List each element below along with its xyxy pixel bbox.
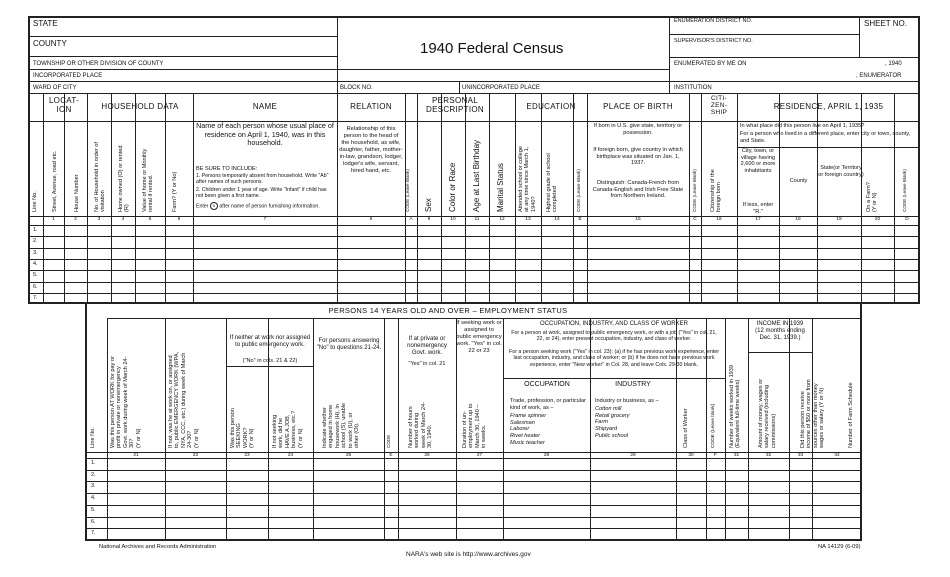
column-number: 18 (795, 217, 801, 222)
birth-header: PLACE OF BIRTH (603, 102, 673, 111)
house-number-label: House Number (74, 174, 80, 212)
table-row-rule (28, 259, 920, 260)
column-rule (165, 93, 166, 304)
neither-sub: ("No" in cols. 21 & 22) (242, 358, 298, 364)
on-farm-label: On a Farm? (Y or N) (866, 182, 879, 212)
occupation-example: Frame spinner (510, 413, 547, 419)
column-number: 34 (834, 453, 840, 458)
occupation-example: Music teacher (510, 439, 545, 446)
supervisor-district-label: SUPERVISOR'S DISTRICT NO. (674, 38, 753, 44)
table-row-rule (28, 282, 920, 283)
industry-example: Cotton mill (595, 406, 622, 412)
column-number: 6 (177, 217, 181, 222)
name-header: NAME (252, 102, 278, 111)
industry-example: Public school (595, 432, 628, 439)
county-label: COUNTY (33, 39, 67, 48)
column-rule (701, 93, 702, 304)
personal-header: PERSONAL DESCRIPTION (426, 96, 484, 114)
class-worker-label: Class of Worker (683, 408, 689, 448)
row-label: 2. (91, 471, 96, 478)
row-label: 7. (33, 294, 38, 301)
table-row-rule (85, 470, 862, 471)
column-number: 27 (476, 453, 483, 458)
column-number: F (714, 453, 717, 458)
name-instr-2: 2. Children under 1 year of age. Write "Infant" if child has not been given a first name. (196, 187, 327, 200)
private-header: If at private or nonemergency Govt. work. (407, 336, 447, 357)
table-row-rule (85, 505, 862, 506)
column-rule (489, 93, 490, 304)
occupation-example: Rivet heater (510, 433, 541, 440)
column-number: 8 (369, 217, 373, 222)
table-row-rule (28, 236, 920, 237)
city-question-2: If less, enter "R." (742, 202, 774, 215)
footer-form-number: NA 14129 (6-09) (818, 544, 861, 550)
column-number: 32 (765, 453, 772, 458)
column-number: 17 (755, 217, 761, 222)
column-rule (313, 318, 314, 541)
occupation-desc-1: For a person at work, assigned to public emergency work, or with a job ("Yes" in col. 21, 22, or 24), enter present occupation, industry, and class of worker. (511, 330, 717, 343)
column-number: E (389, 453, 393, 458)
household-order-label: No. of Household in order of visitation (94, 142, 107, 212)
occupation-examples (510, 413, 590, 447)
row-label: 2. (33, 238, 38, 245)
row-label: 6. (33, 283, 38, 290)
enumerated-by-label: ENUMERATED BY ME ON (674, 61, 747, 67)
column-rule (165, 318, 166, 541)
column-number: 25 (345, 453, 352, 458)
private-sub: "Yes" in col. 21 (408, 361, 446, 367)
column-number: D (905, 217, 909, 222)
column-number: 26 (424, 453, 430, 458)
unincorporated-label: UNINCORPORATED PLACE (462, 85, 540, 91)
occupation-example: Salesman (510, 419, 535, 426)
citizenship-header: CITI- ZEN- SHIP (710, 95, 728, 117)
home-value-label: Value of home or Monthly rental if rented. (142, 148, 155, 212)
weeks-worked-label: Number of weeks worked in 1939 (Equivalent full-time weeks) (729, 364, 742, 448)
incorporated-place-label: INCORPORATED PLACE (33, 73, 103, 79)
column-number: 23 (244, 453, 250, 458)
emp-code-label: CODE (386, 434, 391, 448)
row-label: 6. (91, 518, 96, 525)
block-label: BLOCK NO. (340, 85, 373, 91)
column-number: 22 (192, 453, 199, 458)
emergency-work-label: If not, was he at work on, or assigned to, public EMERGENCY WORK (WPA, NYA, CCC, etc.) during week of March 24-30? (Y or N) (168, 351, 200, 448)
circled-x-icon: x (210, 202, 218, 210)
year-label: , 1940 (885, 61, 902, 67)
residence-question-2: For a person who lived in a different place, enter city or town, county, and State. (740, 131, 911, 144)
column-rule (441, 93, 442, 304)
wages-label: Amount of money, wages or salary received (including commissions) (758, 378, 777, 448)
column-rule (789, 318, 790, 541)
relation-question: Relationship of this person to the head of the household, as wife, daughter, father, mother-in-law, grandson, lodger, lodger's wife, servant, hired hand, etc. (339, 126, 403, 174)
column-rule (135, 93, 136, 304)
birth-code-label: CODE (Leave Blank) (692, 169, 697, 212)
residence-question: In what place did this person live on April 1, 1935? (740, 123, 865, 129)
county-col-label: County (789, 178, 808, 184)
column-rule (417, 93, 418, 304)
column-number: 21 (133, 453, 139, 458)
column-number: 13 (525, 217, 531, 222)
other-income-label: Did this person receive income of $50 or more from sources other than money wages or salary (Y or N) (800, 379, 826, 448)
name-question: Name of each person whose usual place of residence on April 1, 1940, was in this household. (196, 121, 334, 148)
employment-header: PERSONS 14 YEARS OLD AND OVER – EMPLOYMENT STATUS (328, 306, 568, 315)
column-rule (111, 93, 112, 304)
column-rule (737, 93, 738, 304)
column-number: 3 (97, 217, 101, 222)
have-job-label: If not seeking work, did he HAVE A JOB, business, etc.? (Y or N) (272, 410, 304, 448)
emp-code-blank-label: CODE (Leave blank) (711, 403, 716, 448)
occupation-example: Laborer (510, 426, 530, 433)
state-col-label: State(or Territory or foreign country) (818, 165, 864, 178)
street-label: Street, Avenue, road etc. (52, 150, 58, 212)
column-rule (465, 93, 466, 304)
row-label: 4. (91, 495, 96, 502)
row-label: 3. (91, 483, 96, 490)
location-header: LOCAT- ION (48, 96, 80, 114)
column-rule (689, 93, 690, 304)
education-code-label: CODE (Leave Blank) (576, 169, 581, 212)
household-header: HOUSEHOLD DATA (101, 102, 179, 111)
occupation-desc-2: For a person seeking work ("Yes" in col. 23): (a) if he has previous work experience, enter last occupation, industry, and class of worker; or (b) if he does not have previous work experience, enter "New worker" in Col. 28, and leave Cols. 29-30 blank. (509, 349, 719, 368)
age-label: Age at Last Birthday (472, 139, 481, 212)
table-row-rule (28, 270, 920, 271)
industry-examples (595, 406, 675, 440)
column-number: 1 (52, 217, 55, 222)
line-no-label: Line No. (32, 191, 38, 212)
column-rule (107, 318, 108, 541)
row-label: 3. (33, 249, 38, 256)
column-rule (268, 318, 269, 541)
column-rule (226, 318, 227, 541)
name-include: BE SURE TO INCLUDE: (196, 166, 258, 172)
enumerator-label: , ENUMERATOR (856, 73, 902, 79)
column-rule (748, 318, 749, 541)
education-header: EDUCATION (526, 102, 576, 111)
home-owned-label: Home owned (O) or rented (R) (118, 145, 131, 212)
emp-line-no-label: Line No. (90, 427, 96, 448)
institution-label: INSTITUTION (674, 85, 712, 91)
column-number: 16 (716, 217, 722, 222)
column-rule (587, 93, 588, 304)
column-rule (515, 93, 516, 304)
residence-header: RESIDENCE, APRIL 1, 1935 (773, 102, 884, 111)
industry-col-header: INDUSTRY (615, 381, 651, 388)
unemployment-duration-label: Duration of un- employment up to March 30, 1940 – in weeks. (462, 403, 488, 448)
table-row-rule (85, 517, 862, 518)
column-number: 15 (635, 217, 641, 222)
footer-archives: National Archives and Records Administration (99, 544, 217, 550)
occupation-intro: Trade, profession, or particular kind of work, as – (510, 398, 586, 411)
residence-code-label: CODE (Leave Blank) (902, 169, 907, 212)
row-label: 1. (91, 460, 96, 466)
name-instr-3: Enter x after name of person furnishing information. (196, 203, 320, 210)
column-number: 7 (263, 217, 267, 222)
column-number: 10 (450, 217, 456, 222)
table-row-rule (28, 248, 920, 249)
row-label: 5. (33, 272, 38, 279)
page-title: 1940 Federal Census (420, 40, 564, 57)
column-number: 9 (427, 217, 431, 222)
column-number: 12 (499, 217, 505, 222)
table-row-rule (85, 481, 862, 482)
ward-label: WARD OF CITY (33, 85, 77, 91)
row-label: 4. (33, 260, 38, 267)
industry-example: Farm (595, 419, 609, 426)
column-number: 2 (74, 217, 77, 222)
column-number: 28 (543, 453, 550, 458)
citizen-label: Citizenship of the foreign born (710, 169, 723, 212)
housework-label: Indicate whether engaged in home housework (H), in school (S), unable to work (U), or other (Ot). (322, 402, 361, 448)
sheet-label: SHEET NO. (864, 19, 907, 28)
school-label: Attended school or college at any time since March 1, 1940? (518, 146, 537, 212)
column-number: 29 (630, 453, 636, 458)
enum-district-label: ENUMERATION DISTRICT NO. (674, 18, 753, 24)
neither-header: If neither at work nor assigned to public emergency work. (229, 335, 311, 349)
occupation-header: OCCUPATION, INDUSTRY, AND CLASS OF WORKER (540, 321, 688, 327)
column-rule (541, 93, 542, 304)
township-label: TOWNSHIP OR OTHER DIVISION OF COUNTY (33, 61, 164, 67)
city-question: City, town, or village having 2,600 or more inhabitants (740, 148, 776, 175)
at-work-label: Was this person AT WORK for pay or profit in private or nonemergency Govt. work during week of March 24- 30? (Y or N) (110, 356, 142, 448)
birth-question-3: Distinguish: Canada-French from Canada-English and Irish Free State from Northern Ireland. (592, 180, 684, 200)
name-instr-1: 1. Persons temporarily absent from household. Write "Ab" after names of such persons. (196, 173, 329, 186)
column-rule (87, 93, 88, 304)
column-rule (384, 318, 385, 541)
column-number: 20 (874, 217, 881, 222)
column-number: C (693, 217, 697, 222)
row-label: 7. (91, 530, 96, 537)
column-rule (337, 93, 338, 304)
column-number: 30 (688, 453, 694, 458)
table-row-rule (28, 293, 920, 294)
industry-intro: Industry or business, as – (595, 398, 659, 404)
column-rule (398, 318, 399, 541)
birth-question-2: If foreign born, give country in which birthplace was situated on Jan. 1, 1937. (593, 147, 683, 167)
income-header: INCOME IN 1939 (12 months ending Dec. 31, 1939.) (755, 321, 805, 342)
industry-example: Shipyard (595, 426, 618, 433)
hours-worked-label: Number of hours worked during week of March 24- 30, 1940. (408, 401, 434, 448)
relation-code-label: CODE (Leave Blank) (405, 169, 410, 212)
column-number: 31 (733, 453, 740, 458)
seeking-header: If seeking work or assigned to public emergency work. "Yes" in col. 22 or 23 (456, 320, 502, 354)
farm-label: Farm? (Y or No) (172, 171, 178, 212)
grade-label: Highest grade of school completed (546, 153, 559, 212)
column-rule (43, 93, 44, 304)
seeking-work-label: Was this person SEEKING WORK? (Y or N) (230, 408, 256, 448)
marital-label: Marital Status (496, 163, 505, 212)
sex-label: Sex (424, 198, 433, 212)
column-number: 11 (474, 217, 480, 222)
industry-example: Retail grocery (595, 412, 630, 419)
table-row-rule (85, 493, 862, 494)
farm-schedule-label: Number of Farm Schedule (848, 382, 854, 448)
state-label: STATE (33, 19, 58, 28)
column-number: 14 (554, 217, 560, 222)
table-row-rule (85, 528, 862, 529)
row-label: 1. (33, 227, 38, 233)
footer-website: NARA's web site is http://www.archives.gov (406, 551, 531, 558)
answering-header: For persons answering "No" to questions 21-24. (316, 338, 382, 352)
column-rule (64, 93, 65, 304)
race-label: Color or Race (448, 162, 457, 212)
column-number: A (409, 217, 413, 222)
column-rule (573, 93, 574, 304)
birth-question-1: If born in U.S. give state, territory or possession. (593, 123, 683, 136)
relation-header: RELATION (350, 102, 392, 111)
column-number: 19 (836, 217, 842, 222)
column-number: 5 (148, 217, 152, 222)
column-number: 33 (797, 453, 804, 458)
row-label: 5. (91, 506, 96, 513)
column-number: 24 (287, 453, 294, 458)
column-number: B (578, 217, 582, 222)
column-rule (503, 318, 504, 541)
column-number: 4 (121, 217, 125, 222)
column-rule (725, 318, 726, 541)
occupation-col-header: OCCUPATION (524, 381, 570, 388)
column-rule (193, 93, 194, 304)
